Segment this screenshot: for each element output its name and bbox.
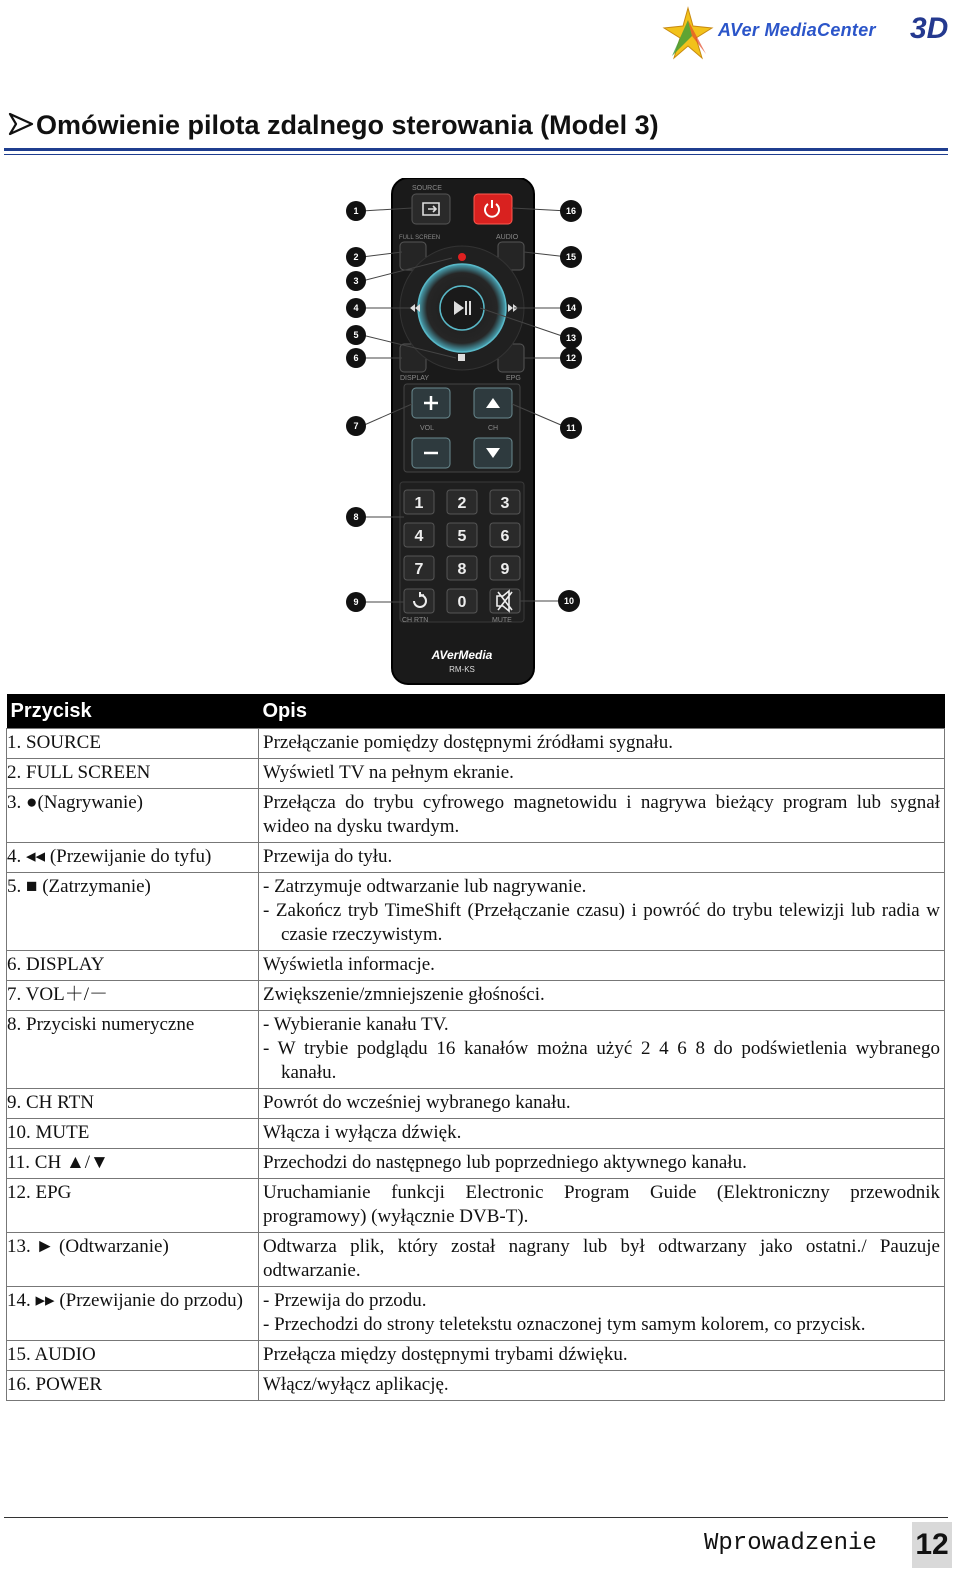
key-3: 3 bbox=[500, 495, 510, 512]
table-row bbox=[7, 951, 945, 981]
button-name-cell: 15. AUDIO bbox=[7, 1341, 259, 1371]
callout-10: 10 bbox=[563, 596, 575, 606]
remote-label-full-screen: FULL SCREEN bbox=[399, 235, 441, 241]
column-header-button: Przycisk bbox=[7, 694, 259, 729]
description-cell bbox=[259, 1179, 945, 1233]
description-cell bbox=[259, 1089, 945, 1119]
description-cell bbox=[259, 1371, 945, 1401]
title-rule bbox=[4, 148, 948, 151]
section-title bbox=[8, 110, 659, 141]
description-line: Zwiększenie/zmniejszenie głośności. bbox=[263, 984, 545, 1005]
description-cell bbox=[259, 729, 945, 759]
remote-label-vol: VOL bbox=[420, 425, 435, 432]
table-body bbox=[7, 729, 945, 1401]
remote-label-ch: CH bbox=[488, 425, 499, 432]
key-4: 4 bbox=[414, 528, 424, 545]
remote-label-audio: AUDIO bbox=[496, 234, 519, 241]
callout-1: 1 bbox=[353, 206, 359, 216]
title-rule-thin bbox=[4, 154, 948, 155]
callout-7: 7 bbox=[353, 421, 359, 431]
table-row bbox=[7, 1179, 945, 1233]
table-row bbox=[7, 1149, 945, 1179]
table-row bbox=[7, 1287, 945, 1341]
table-row bbox=[7, 1233, 945, 1287]
description-cell bbox=[259, 1119, 945, 1149]
button-name-cell: 2. FULL SCREEN bbox=[7, 759, 259, 789]
description-cell bbox=[259, 951, 945, 981]
section-title-text: Omówienie pilota zdalnego sterowania (Model 3) bbox=[36, 110, 659, 140]
buttons-table bbox=[6, 694, 945, 1401]
callout-9: 9 bbox=[353, 597, 359, 607]
table-row bbox=[7, 789, 945, 843]
description-line: Przechodzi do następnego lub poprzedniego aktywnego kanału. bbox=[263, 1152, 747, 1173]
brand-name: AVer MediaCenter bbox=[718, 20, 876, 40]
description-line: Włącz/wyłącz aplikację. bbox=[263, 1374, 449, 1395]
table-row bbox=[7, 729, 945, 759]
remote-brand: AVerMedia bbox=[431, 648, 493, 662]
key-8: 8 bbox=[457, 561, 467, 578]
callout-14: 14 bbox=[565, 303, 577, 313]
description-cell bbox=[259, 759, 945, 789]
button-name-cell: 9. CH RTN bbox=[7, 1089, 259, 1119]
description-line: Przełącza do trybu cyfrowego magnetowidu i nagrywa bieżący program lub sygnał wideo na dysku twardym. bbox=[263, 792, 940, 837]
description-line: - Wybieranie kanału TV. bbox=[263, 1014, 449, 1035]
button-name-cell: 7. VOL＋/－ bbox=[7, 981, 259, 1011]
callout-16: 16 bbox=[565, 206, 577, 216]
key-0: 0 bbox=[457, 594, 467, 611]
column-header-description: Opis bbox=[259, 694, 945, 729]
callout-5: 5 bbox=[353, 330, 359, 340]
description-line: Wyświetl TV na pełnym ekranie. bbox=[263, 762, 514, 783]
button-name-cell: 10. MUTE bbox=[7, 1119, 259, 1149]
callout-8: 8 bbox=[353, 512, 359, 522]
button-name-cell: 1. SOURCE bbox=[7, 729, 259, 759]
brand-logo bbox=[662, 6, 952, 60]
key-9: 9 bbox=[500, 561, 510, 578]
description-line: - Zatrzymuje odtwarzanie lub nagrywanie. bbox=[263, 876, 587, 897]
description-cell bbox=[259, 1233, 945, 1287]
description-line: - W trybie podglądu 16 kanałów można użyć 2 4 6 8 do podświetlenia wybranego kanału. bbox=[263, 1038, 940, 1083]
footer-rule bbox=[4, 1517, 948, 1518]
footer-chapter-label: Wprowadzenie bbox=[704, 1530, 877, 1557]
remote-label-epg: EPG bbox=[506, 375, 521, 382]
description-line: Przełączanie pomiędzy dostępnymi źródłami sygnału. bbox=[263, 732, 673, 753]
callout-12: 12 bbox=[565, 353, 577, 363]
remote-label-display: DISPLAY bbox=[400, 375, 430, 382]
description-cell bbox=[259, 1341, 945, 1371]
arrowhead-bullet-icon bbox=[8, 112, 34, 136]
star-logo-icon bbox=[662, 6, 714, 60]
page-number: 12 bbox=[912, 1522, 952, 1568]
table-row bbox=[7, 1089, 945, 1119]
description-line: - Przechodzi do strony teletekstu oznaczonej tym samym kolorem, co przycisk. bbox=[263, 1314, 866, 1335]
description-cell bbox=[259, 1011, 945, 1089]
record-icon bbox=[458, 253, 466, 261]
key-7: 7 bbox=[414, 561, 424, 578]
key-5: 5 bbox=[457, 528, 467, 545]
remote-model: RM-KS bbox=[449, 665, 475, 674]
key-2: 2 bbox=[457, 495, 467, 512]
table-header-row bbox=[7, 694, 945, 729]
remote-label-ch-rtn: CH RTN bbox=[402, 617, 429, 624]
description-cell bbox=[259, 1287, 945, 1341]
callout-11: 11 bbox=[566, 423, 576, 433]
callout-2: 2 bbox=[353, 252, 359, 262]
table-row bbox=[7, 981, 945, 1011]
power-button-shape bbox=[474, 194, 512, 224]
button-name-cell: 8. Przyciski numeryczne bbox=[7, 1011, 259, 1089]
table-row bbox=[7, 843, 945, 873]
description-cell bbox=[259, 981, 945, 1011]
button-name-cell: 16. POWER bbox=[7, 1371, 259, 1401]
button-name-cell: 11. CH ▲/▼ bbox=[7, 1149, 259, 1179]
description-cell bbox=[259, 843, 945, 873]
description-line: - Przewija do przodu. bbox=[263, 1290, 427, 1311]
description-line: Powrót do wcześniej wybranego kanału. bbox=[263, 1092, 571, 1113]
remote-label-mute: MUTE bbox=[492, 617, 512, 624]
button-name-cell: 6. DISPLAY bbox=[7, 951, 259, 981]
key-1: 1 bbox=[414, 495, 424, 512]
description-line: Włącza i wyłącza dźwięk. bbox=[263, 1122, 462, 1143]
table-row bbox=[7, 1371, 945, 1401]
button-name-cell: 3. ●(Nagrywanie) bbox=[7, 789, 259, 843]
description-line: Odtwarza plik, który został nagrany lub był odtwarzany jako ostatni./ Pauzuje odtwarzanie. bbox=[263, 1236, 940, 1281]
table-row bbox=[7, 759, 945, 789]
remote-label-source: SOURCE bbox=[412, 185, 442, 192]
button-name-cell: 14. ▸▸ (Przewijanie do przodu) bbox=[7, 1287, 259, 1341]
table-row bbox=[7, 1341, 945, 1371]
table-row bbox=[7, 1011, 945, 1089]
table-row bbox=[7, 873, 945, 951]
button-name-cell: 5. ■ (Zatrzymanie) bbox=[7, 873, 259, 951]
callout-13: 13 bbox=[565, 333, 577, 343]
description-line: Przełącza między dostępnymi trybami dźwięku. bbox=[263, 1344, 628, 1365]
callout-6: 6 bbox=[353, 353, 359, 363]
brand-suffix: 3D bbox=[910, 12, 949, 45]
description-line: Przewija do tyłu. bbox=[263, 846, 393, 867]
description-line: - Zakończ tryb TimeShift (Przełączanie czasu) i powróć do trybu telewizji lub radia w czasie rzeczywistym. bbox=[263, 900, 940, 945]
description-cell bbox=[259, 789, 945, 843]
remote-control-illustration bbox=[340, 178, 600, 686]
description-line: Uruchamianie funkcji Electronic Program Guide (Elektroniczny przewodnik programowy) (wyłącznie DVB-T). bbox=[263, 1182, 940, 1227]
table-row bbox=[7, 1119, 945, 1149]
description-cell bbox=[259, 873, 945, 951]
key-6: 6 bbox=[500, 528, 510, 545]
description-line: Wyświetla informacje. bbox=[263, 954, 435, 975]
callout-3: 3 bbox=[353, 276, 359, 286]
button-name-cell: 12. EPG bbox=[7, 1179, 259, 1233]
callout-15: 15 bbox=[565, 252, 577, 262]
description-cell bbox=[259, 1149, 945, 1179]
button-name-cell: 4. ◂◂ (Przewijanie do tyfu) bbox=[7, 843, 259, 873]
callout-4: 4 bbox=[353, 303, 359, 313]
button-name-cell: 13. ► (Odtwarzanie) bbox=[7, 1233, 259, 1287]
stop-icon bbox=[458, 354, 465, 361]
